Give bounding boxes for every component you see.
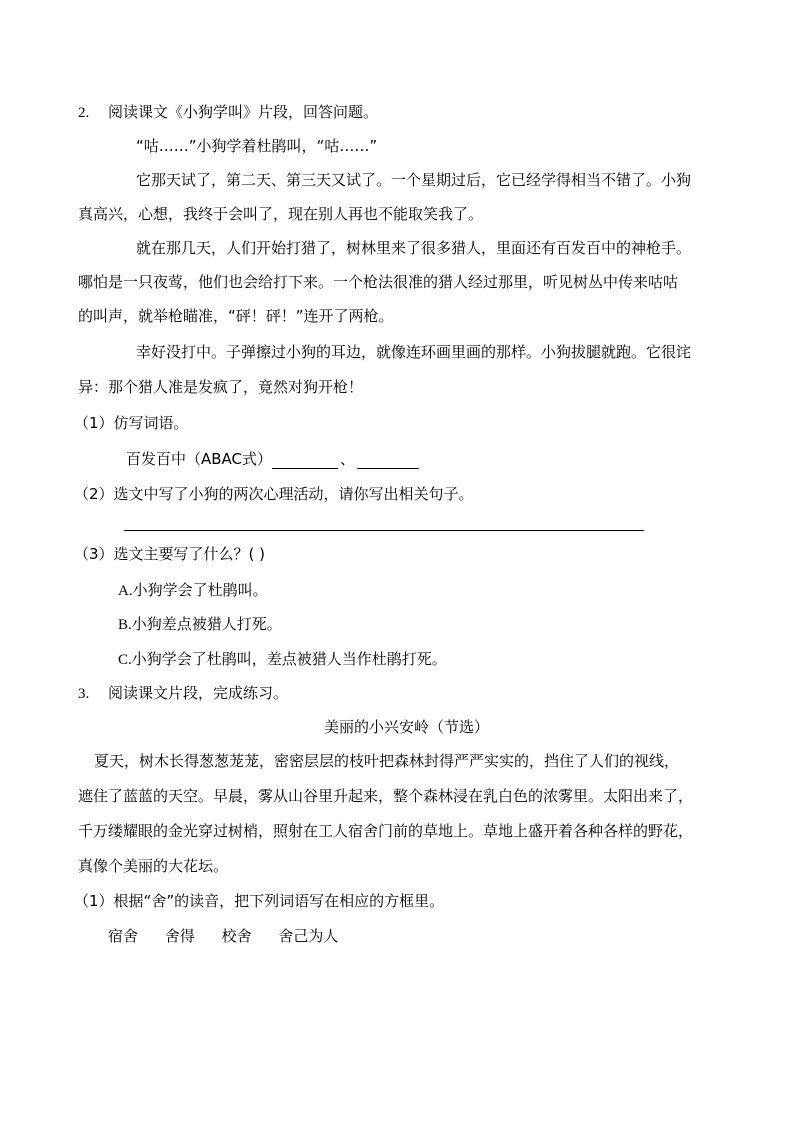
question-instruction: 阅读课文片段，完成练习。 bbox=[108, 684, 289, 702]
passage-line: 哪怕是一只夜莺，他们也会给打下来。一个枪法很准的猎人经过那里，听见树丛中传来咕咕 bbox=[78, 273, 679, 291]
option-text: 小狗差点被猎人打死。 bbox=[131, 615, 282, 633]
question-3-header bbox=[78, 683, 288, 704]
passage-line: 遮住了蓝蓝的天空。早晨，雾从山谷里升起来，整个森林浸在乳白色的浓雾里。太阳出来了， bbox=[78, 787, 694, 805]
passage-line: “咕……”小狗学着杜鹃叫，“咕……” bbox=[136, 137, 378, 155]
option-letter: B. bbox=[118, 617, 132, 633]
answer-blank-2[interactable] bbox=[357, 452, 419, 469]
option-letter: C. bbox=[118, 652, 132, 668]
sub-question-2: （2）选文中写了小狗的两次心理活动，请你写出相关句子。 bbox=[74, 485, 474, 503]
word-item: 宿舍 bbox=[108, 927, 139, 945]
option-text: 小狗学会了杜鹃叫。 bbox=[132, 581, 268, 599]
passage-line: 的叫声，就举枪瞄准，“砰！砰！”连开了两枪。 bbox=[78, 307, 394, 325]
passage-line: 夏天，树木长得葱葱茏茏，密密层层的枝叶把森林封得严严实实的，挡住了人们的视线， bbox=[94, 752, 680, 770]
passage-line: 异：那个猎人准是发疯了，竟然对狗开枪！ bbox=[78, 378, 364, 396]
example-word: 百发百中（ABAC式） bbox=[126, 450, 273, 468]
question-2-header bbox=[78, 102, 378, 123]
option-letter: A. bbox=[118, 583, 133, 599]
passage-line: 真高兴，心想，我终于会叫了，现在别人再也不能取笑我了。 bbox=[78, 205, 484, 223]
question-number: 3. bbox=[78, 686, 90, 702]
passage-line: 千万缕耀眼的金光穿过树梢，照射在工人宿舍门前的草地上。草地上盛开着各种各样的野花， bbox=[78, 822, 694, 840]
option-b bbox=[118, 614, 282, 635]
separator: 、 bbox=[340, 450, 356, 468]
option-text: 小狗学会了杜鹃叫，差点被猎人当作杜鹃打死。 bbox=[131, 650, 447, 668]
passage-title: 美丽的小兴安岭（节选） bbox=[324, 718, 490, 736]
sub-question-1: （1）仿写词语。 bbox=[74, 414, 189, 432]
passage-line: 幸好没打中。子弹擦过小狗的耳边，就像连环画里画的那样。小狗拔腿就跑。它很诧 bbox=[136, 343, 692, 361]
answer-blank-1[interactable] bbox=[272, 452, 338, 469]
word-item: 舍己为人 bbox=[278, 927, 339, 945]
passage-line: 它那天试了，第二天、第三天又试了。一个星期过后，它已经学得相当不错了。小狗 bbox=[136, 171, 692, 189]
passage-line: 真像个美丽的大花坛。 bbox=[78, 857, 229, 875]
answer-line[interactable] bbox=[124, 530, 644, 531]
sub-question-1: （1）根据“舍”的读音，把下列词语写在相应的方框里。 bbox=[74, 892, 445, 910]
sub-question-3: （3）选文主要写了什么？( ) bbox=[74, 545, 266, 563]
sub-question-1-answer-row bbox=[126, 449, 419, 469]
option-a bbox=[118, 580, 268, 601]
question-number: 2. bbox=[78, 105, 90, 121]
word-list bbox=[108, 926, 338, 946]
word-item: 舍得 bbox=[164, 927, 195, 945]
passage-line: 就在那几天，人们开始打猎了，树林里来了很多猎人，里面还有百发百中的神枪手。 bbox=[136, 239, 692, 257]
question-instruction: 阅读课文《小狗学叫》片段，回答问题。 bbox=[108, 103, 379, 121]
word-item: 校舍 bbox=[221, 927, 252, 945]
option-c bbox=[118, 649, 447, 670]
